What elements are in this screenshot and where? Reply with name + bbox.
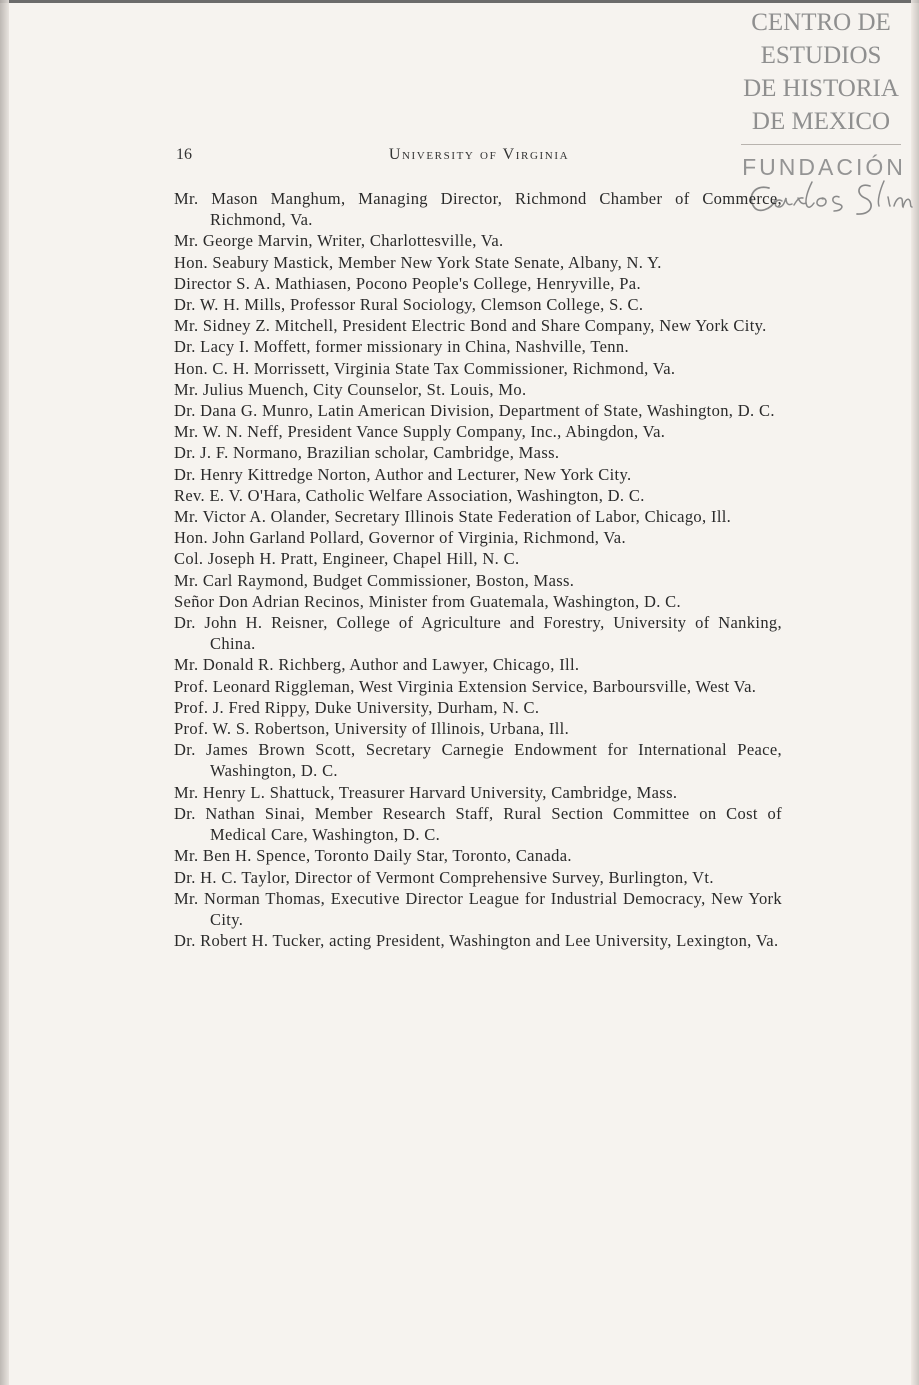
list-item — [174, 336, 782, 357]
entry-text: Dr. James Brown Scott, Secretary Carnegie Endowment for International Peace, Washington, D. C. — [174, 740, 782, 781]
list-item — [174, 803, 782, 845]
list-item — [174, 358, 782, 379]
entry-text: Dr. W. H. Mills, Professor Rural Sociology, Clemson College, S. C. — [174, 295, 644, 315]
entry-text: Dr. Henry Kittredge Norton, Author and Lecturer, New York City. — [174, 464, 632, 484]
entry-text: Prof. W. S. Robertson, University of Illinois, Urbana, Ill. — [174, 719, 570, 739]
list-item — [174, 442, 782, 463]
list-item — [174, 612, 782, 654]
list-item — [174, 697, 782, 718]
list-item — [174, 273, 782, 294]
entry-text: Mr. Norman Thomas, Executive Director League for Industrial Democracy, New York City. — [174, 888, 782, 929]
list-item — [174, 867, 782, 888]
list-item — [174, 718, 782, 739]
entry-text: Dr. Dana G. Munro, Latin American Division, Department of State, Washington, D. C. — [174, 401, 775, 421]
entry-text: Dr. Nathan Sinai, Member Research Staff, Rural Section Committee on Cost of Medical Care, Washington, D. C. — [174, 803, 782, 845]
list-item — [174, 188, 782, 230]
list-item — [174, 400, 782, 421]
list-item — [174, 676, 782, 697]
watermark-line-3: DE HISTORIA — [743, 75, 899, 102]
list-item — [174, 485, 782, 506]
entry-text: Hon. Seabury Mastick, Member New York State Senate, Albany, N. Y. — [174, 252, 662, 272]
watermark-line-1: CENTRO DE — [751, 9, 891, 36]
list-item — [174, 570, 782, 591]
list-item — [174, 591, 782, 612]
left-page-edge — [0, 0, 9, 1385]
entry-text: Col. Joseph H. Pratt, Engineer, Chapel Hill, N. C. — [174, 549, 520, 569]
list-item — [174, 782, 782, 803]
entry-text: Dr. Robert H. Tucker, acting President, Washington and Lee University, Lexington, Va. — [174, 931, 779, 951]
entry-text: Mr. Carl Raymond, Budget Commissioner, Boston, Mass. — [174, 570, 575, 590]
list-item — [174, 379, 782, 400]
page-header — [176, 145, 782, 165]
watermark-foundation: FUNDACIÓN — [742, 154, 906, 180]
page-number: 16 — [176, 146, 192, 163]
top-edge-rule — [0, 0, 919, 3]
entry-text: Prof. J. Fred Rippy, Duke University, Durham, N. C. — [174, 697, 540, 717]
list-item — [174, 230, 782, 251]
list-item — [174, 252, 782, 273]
list-item — [174, 464, 782, 485]
entry-text: Mr. George Marvin, Writer, Charlottesville, Va. — [174, 231, 504, 251]
watermark-line-2: ESTUDIOS — [760, 42, 882, 69]
list-item — [174, 506, 782, 527]
attendee-list — [174, 188, 782, 951]
entry-text: Mr. Ben H. Spence, Toronto Daily Star, Toronto, Canada. — [174, 846, 572, 866]
running-title: University of Virginia — [388, 146, 570, 163]
entry-text: Señor Don Adrian Recinos, Minister from Guatemala, Washington, D. C. — [174, 591, 682, 611]
entry-text: Director S. A. Mathiasen, Pocono People's College, Henryville, Pa. — [174, 273, 641, 293]
watermark-line-4: DE MEXICO — [751, 108, 891, 135]
entry-text: Dr. J. F. Normano, Brazilian scholar, Cambridge, Mass. — [174, 443, 560, 463]
entry-text: Rev. E. V. O'Hara, Catholic Welfare Association, Washington, D. C. — [174, 485, 645, 505]
list-item — [174, 845, 782, 866]
entry-text: Dr. John H. Reisner, College of Agriculture and Forestry, University of Nanking, China. — [174, 613, 782, 654]
entry-text: Prof. Leonard Riggleman, West Virginia Extension Service, Barboursville, West Va. — [174, 676, 757, 696]
entry-text: Dr. H. C. Taylor, Director of Vermont Comprehensive Survey, Burlington, Vt. — [174, 867, 714, 887]
list-item — [174, 315, 782, 336]
list-item — [174, 548, 782, 569]
entry-text: Hon. John Garland Pollard, Governor of Virginia, Richmond, Va. — [174, 528, 626, 548]
list-item — [174, 421, 782, 442]
entry-text: Mr. W. N. Neff, President Vance Supply Company, Inc., Abingdon, Va. — [174, 422, 666, 442]
list-item — [174, 739, 782, 781]
entry-text: Mr. Henry L. Shattuck, Treasurer Harvard University, Cambridge, Mass. — [174, 782, 678, 802]
entry-text: Mr. Donald R. Richberg, Author and Lawyer, Chicago, Ill. — [174, 655, 580, 675]
list-item — [174, 294, 782, 315]
entry-text: Hon. C. H. Morrissett, Virginia State Tax Commissioner, Richmond, Va. — [174, 358, 676, 378]
list-item — [174, 654, 782, 675]
entry-text: Mr. Victor A. Olander, Secretary Illinois State Federation of Labor, Chicago, Ill. — [174, 507, 732, 527]
entry-text: Mr. Sidney Z. Mitchell, President Electric Bond and Share Company, New York City. — [174, 316, 767, 336]
list-item — [174, 930, 782, 951]
entry-text: Mr. Julius Muench, City Counselor, St. Louis, Mo. — [174, 379, 527, 399]
list-item — [174, 527, 782, 548]
entry-text: Dr. Lacy I. Moffett, former missionary in China, Nashville, Tenn. — [174, 337, 629, 357]
list-item — [174, 888, 782, 930]
entry-text: Mr. Mason Manghum, Managing Director, Richmond Chamber of Commerce, Richmond, Va. — [174, 189, 782, 230]
